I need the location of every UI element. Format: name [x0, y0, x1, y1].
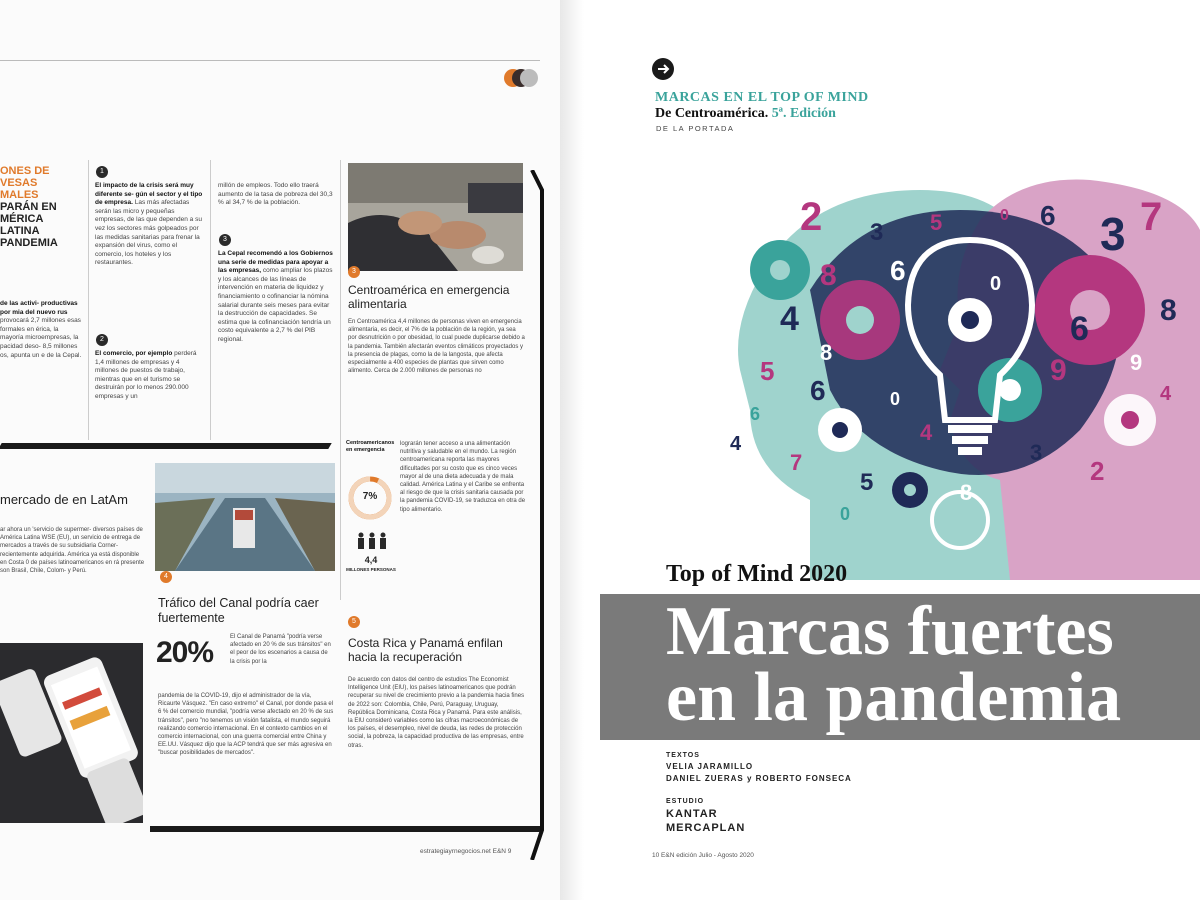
credits-label-textos: TEXTOS: [666, 752, 700, 759]
p1-bold: El impacto de la crisis será muy diferente se- gún el sector y el tipo de empresa.: [95, 182, 203, 207]
canal-stat: 20%: [156, 636, 214, 669]
sidebar-body-text: provocará 2,7 millones esas formales en érica, la mayoría microempresas, la pacidad deso- 8,5 millones os, apunta un e de la Cepal.: [0, 317, 82, 359]
badge-number: 4: [164, 573, 168, 580]
art-digit: 0: [840, 504, 851, 524]
art-digit: 0: [1000, 207, 1009, 224]
cover-illustration: [660, 170, 1200, 590]
title-line-2: en la pandemia: [666, 659, 1122, 736]
gutter: [560, 0, 600, 900]
art-digit: 2: [1090, 456, 1105, 486]
art-digit: 3: [1100, 208, 1126, 260]
sidebar-body-bold: de las activi- productivas por mia del nuevo rus: [0, 300, 78, 316]
infographic-count-label: MILLONES PERSONAS: [346, 567, 396, 572]
badge-number: 3: [352, 268, 356, 275]
art-digit: 7: [790, 450, 803, 475]
art-digit: 4: [920, 420, 933, 445]
p1-text: Las más afectadas serán las micro y pequeñas empresas, de las que dependen a su vez los sectores más golpeados por las medidas sanitarias para frenar la expansión del virus, como el comercio, los hoteles y los restaurantes.: [95, 199, 202, 267]
art-digit: 5: [760, 356, 775, 386]
kicker: MARCAS EN EL TOP OF MIND: [655, 90, 869, 105]
column-divider: [88, 160, 89, 440]
art-digit: 0: [890, 389, 901, 409]
section-label: DE LA PORTADA: [656, 124, 735, 133]
top-line: Top of Mind 2020: [666, 561, 848, 587]
donut-chart: [346, 474, 394, 522]
credits-author-2: DANIEL ZUERAS y ROBERTO FONSECA: [666, 774, 852, 783]
title-band: [600, 594, 1200, 740]
art-digit: 4: [1160, 383, 1172, 405]
number-badge: [96, 166, 108, 178]
infographic: [346, 440, 396, 600]
title-line-1: Marcas fuertes: [666, 594, 1114, 670]
art-digit: 6: [810, 375, 826, 406]
divider-stripe: [0, 443, 332, 449]
latam-body: ar ahora un 'servicio de supermer- diversos países de América Latina WSE (EU), un servicio de entrega de mercados a través de su subsidiaria Corner- recientemente adquirida. América ya está disponible en Costa 0 de países latinoamericanos en rá presente son Brasil, Chile, Colom- y Perú.: [0, 527, 145, 575]
left-footer: estrategiayrnegocios.net E&N 9: [420, 848, 512, 855]
sidebar-head-line: VESAS: [0, 177, 38, 189]
sidebar-head-line: PARÁN EN: [0, 201, 57, 213]
p2-text: perderá 1,4 millones de empresas y 4 millones de puestos de trabajo, mientras que en el turismo se destruirán por lo menos 290.000 empresas y un: [95, 350, 197, 400]
top-rule: [0, 60, 540, 61]
badge-number: 3: [223, 236, 227, 243]
number-badge: [348, 266, 360, 278]
art-digit: 7: [1140, 195, 1163, 239]
infographic-title: Centroamericanos en emergencia: [346, 440, 395, 453]
photo-hands: [348, 163, 523, 271]
section-dots-icon: [502, 68, 540, 88]
col2-paragraph-3: [218, 250, 333, 345]
p3-text: como ampliar los plazos y los alcances de las líneas de intervención en materia de liquidez y financiamiento o cofinanciar la nómina salarial durante seis meses para evitar la destrucción de capacidades. Se estima que la cofinanciación tendría un costo equivalente a 2,7 % del PIB regional.: [218, 267, 333, 343]
subkicker: [655, 106, 836, 122]
credits-label-estudio: ESTUDIO: [666, 798, 705, 805]
costa-heading: Costa Rica y Panamá enfilan hacia la recuperación: [348, 636, 503, 664]
credits-author-1: VELIA JARAMILLO: [666, 762, 754, 771]
art-digit: 4: [780, 300, 799, 338]
art-digit: 5: [930, 210, 943, 235]
right-footer: 10 E&N edición Julio - Agosto 2020: [652, 852, 754, 859]
art-digit: 8: [820, 340, 833, 365]
art-digit: 8: [820, 259, 837, 292]
canal-body: pandemia de la COVID-19, dijo el administrador de la vía, Ricaurte Vásquez. "En caso extremo" el Canal, por donde pasa el 6 % del comercio mundial, "podría verse afectado en 20 % de sus tránsitos", pero "no tenemos un visión fatalista, el mundo seguirá realizando comercio internacional. En el contexto cambios en el comercio internacional, con una guerra comercial entre China y EE.UU. Vásquez dijo que la ACP tendrá que ser más agresiva en "buscar posibilidades de mercados".: [158, 693, 334, 757]
col3-body-2: lograrán tener acceso a una alimentación nutritiva y saludable en el mundo. La región centroamericana reporta las mayores dificultades por su costo que es cinco veces mayor al de una dieta adecuada y de mala calidad. América Latina y el Caribe se enfrenta al riesgo de que la crisis sanitaria causada por la pandemia COVID-19, se traduzca en otra de tipo alimentario.: [400, 441, 526, 513]
sidebar-head-line: MALES: [0, 189, 39, 201]
p2-bold: El comercio, por ejemplo: [95, 350, 173, 357]
costa-body: De acuerdo con datos del centro de estudios The Economist Intelligence Unit (EIU), los países latinoamericanos que podrán recuperar su nivel de crecimiento previo a la pandemia hacia fines de 2022 son: Colombia, Chile, Perú, Paraguay, Uruguay, República Dominicana, Costa Rica y Panamá. Para este análisis, la EIU consideró variables como las cifras macroeconómicas de los países, el desempleo, nivel de deuda, las redes de protección social, la pobreza, la capacidad productiva de las empresas, entre otras.: [348, 677, 525, 749]
col3-body-1: En Centroamérica 4,4 millones de personas viven en emergencia alimentaria, es decir, el 7% de la población de la región, ya sea por desnutrición o por obesidad, lo cual puede duplicarse debido a la pandemia. También afectarán eventos climáticos proyectados y la presencia de plagas, como la de la langosta, que afecta especialmente a 400 especies de plantas que sirven como alimento. Cerca de 2.000 millones de personas no: [348, 319, 525, 375]
canal-heading: Tráfico del Canal podría caer fuertemente: [158, 596, 319, 625]
sidebar-head-line: MÉRICA LATINA: [0, 213, 43, 237]
art-digit: 8: [1160, 294, 1177, 327]
credits-study-2: MERCAPLAN: [666, 822, 746, 834]
art-digit: 8: [960, 480, 973, 505]
canal-stat-text: El Canal de Panamá "podría verse afectado en 20 % de sus tránsitos" en el peor de los escenarios a causa de la crisis por la: [230, 634, 331, 665]
art-digit: 9: [1130, 350, 1143, 375]
number-badge: [219, 234, 231, 246]
sidebar-head-line: PANDEMIA: [0, 237, 58, 249]
p3-bold: La Cepal recomendó a los Gobiernos una serie de medidas para apoyar a las empresas,: [218, 250, 333, 275]
number-badge: [348, 616, 360, 628]
latam-heading: mercado de en LatAm: [0, 492, 128, 507]
column-divider: [210, 160, 211, 440]
art-digit: 6: [750, 404, 761, 424]
arrow-icon: [652, 58, 674, 80]
art-digit: 9: [1050, 354, 1067, 387]
col3-heading: Centroamérica en emergencia alimentaria: [348, 283, 510, 311]
infographic-count: 4,4: [364, 555, 378, 565]
art-digit: 5: [860, 469, 874, 496]
number-badge: [160, 571, 172, 583]
art-digit: 6: [1040, 200, 1056, 231]
right-border-stripe: [530, 170, 544, 860]
col1-paragraph-2: [95, 350, 205, 402]
art-digit: 6: [1070, 310, 1089, 348]
badge-number: 2: [100, 336, 104, 343]
column-divider: [340, 160, 341, 600]
sidebar-head-line: ONES DE: [0, 165, 50, 177]
subkicker-edition: 5ª. Edición: [771, 106, 836, 121]
art-digit: 6: [890, 255, 906, 286]
subkicker-bold: De Centroamérica.: [655, 106, 769, 121]
left-page: [0, 0, 560, 900]
photo-canal: [155, 463, 335, 571]
credits-study-1: KANTAR: [666, 808, 718, 820]
art-digit: 0: [990, 273, 1002, 295]
donut-value: 7%: [362, 491, 378, 502]
badge-number: 1: [100, 168, 104, 175]
col1-paragraph-1: [95, 182, 205, 268]
art-digit: 4: [730, 433, 742, 455]
col2-top: millón de empleos. Todo ello traerá aumento de la tasa de pobreza del 30,3 % al 34,7 % de la población.: [218, 182, 333, 207]
bottom-rule: [150, 826, 540, 832]
art-digit: 3: [870, 219, 884, 246]
people-icon: [356, 532, 388, 550]
art-digit: 2: [800, 195, 823, 239]
badge-number: 5: [352, 618, 356, 625]
sidebar-body: [0, 300, 82, 360]
right-page: [600, 0, 1200, 900]
photo-phones: [0, 643, 143, 823]
sidebar-headline: [0, 165, 82, 249]
number-badge: [96, 334, 108, 346]
art-digit: 3: [1030, 440, 1043, 465]
